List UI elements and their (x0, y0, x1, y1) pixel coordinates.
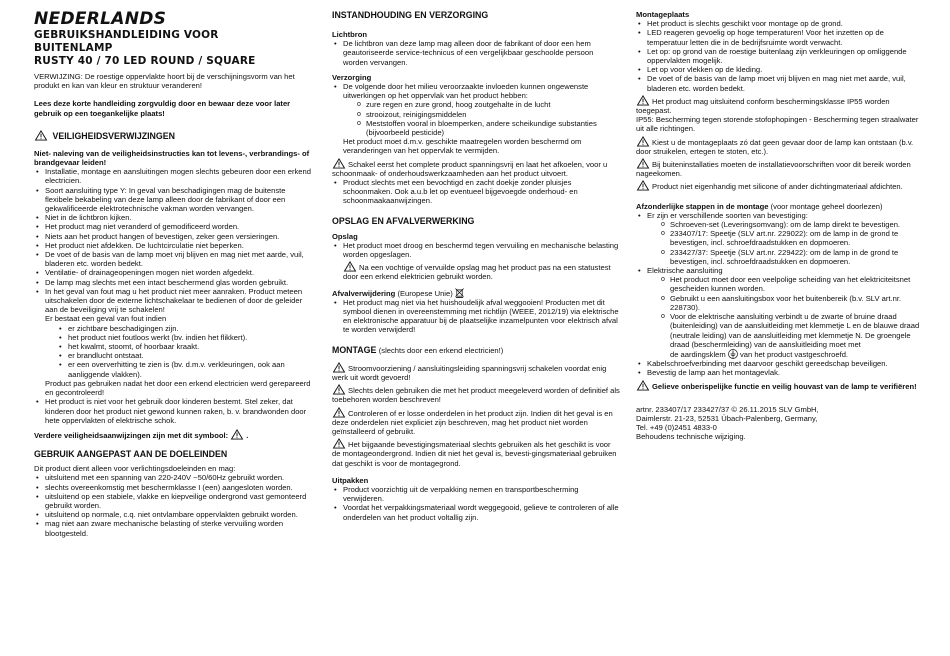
place-warning-text: Kiest u de montageplaats zó dat geen gevaar door de lamp kan ontstaan (b.v. door struikelen, ertegen te stoten, etc.). (636, 137, 914, 156)
steps-list (636, 211, 926, 378)
list-item: o 233407/17: Speetje (SLV art.nr. 229022): om de lamp in de grond te bevestigen, incl. schroefdraadstukken en dopmoeren. (659, 229, 926, 247)
lightsource-list (332, 39, 620, 67)
column-left (34, 10, 314, 538)
use-lead: Dit product dient alleen voor verlichtingsdoeleinden en mag: (34, 464, 236, 474)
list-item: • Het product is slechts geschikt voor montage op de grond. (636, 19, 926, 28)
steps-subheading (636, 202, 926, 211)
use-list (34, 473, 314, 537)
montage-warning-text: Controleren of er losse onderdelen in het product zijn. Indien dit het geval is en deze onderdelen niet expliciet zijn beschreven, mag het product niet worden geïnstalleerd of gebruikt. (332, 408, 613, 436)
list-item: • Let op voor vlekken op de kleding. (636, 65, 926, 74)
list-item: • het product niet foutloos werkt (bv. indien het flikkert). (57, 333, 314, 342)
lightsource-subheading: Lichtbron (332, 30, 368, 39)
clean-list (332, 178, 620, 206)
list-item: • Installatie, montage en aansluitingen mogen slechts gebeuren door een erkend electricien. (34, 167, 314, 185)
steps-note: (voor montage geheel doorlezen) (770, 201, 883, 211)
safety-lead: Niet- naleving van de veiligheidsinstructies kan tot levens-, verbrandings- of brandgevaar leiden! (34, 148, 310, 168)
list-item: • Het product mag niet veranderd of gemodificeerd worden. (34, 222, 314, 231)
further-safety-text: Verdere veiligheidsaanwijzingen zijn met dit symbool: (34, 430, 229, 440)
warning-triangle-icon (332, 384, 346, 395)
montage-warning (332, 438, 620, 468)
list-item: o zure regen en zure grond, hoog zoutgehalte in de lucht (355, 100, 620, 109)
montage-warning (332, 384, 620, 404)
list-item (636, 211, 926, 266)
intro-note: VERWIJZING: De roestige oppervlakte hoort bij de verschijningsvorm van het produkt en kan van kleur en struktuur veranderen! (34, 72, 295, 91)
list-item: • uitsluitend op normale, c.q. niet ontvlambare oppervlakten gebruikt worden. (34, 510, 314, 519)
list-item: • LED reageren gevoelig op hoge temperaturen! Voor het inzetten op de temperatuur letten die in de bedrijfsruimte wordt verwacht. (636, 28, 926, 46)
list-item: o Het product moet door een veelpolige scheiding van het elektriciteitsnet gescheiden kunnen worden. (659, 275, 926, 293)
crossed-bin-icon (455, 288, 464, 298)
list-item: • er brandlucht ontstaat. (57, 351, 314, 360)
steps-heading-text: Afzonderlijke stappen in de montage (636, 201, 769, 211)
elec-sublist (647, 275, 926, 359)
place-warning (636, 136, 926, 156)
list-item: • Niets aan het product hangen of bevestigen, zeker geen versieringen. (34, 232, 314, 241)
list-item (636, 266, 926, 359)
storage-subheading: Opslag (332, 231, 358, 241)
list-item: • Product voorzichtig uit de verpakking nemen en transportbescherming verwijderen. (332, 485, 620, 503)
storage-warning (332, 261, 620, 281)
list-item: • Product slechts met een bevochtigd en zacht doekje zonder pluisjes schoonmaken. Ook a.u.b let op eventueel bijgevoegde onderhoud- en schoonmaakaanwijzingen. (332, 178, 620, 206)
list-item: • Het product is niet voor het gebruik door kinderen bestemt. Stel zeker, dat kinderen door het product niet gewond kunnen raken, b. v. brandwonden door hete oppervlakten of elektrische schok. (34, 397, 314, 425)
list-item: • uitsluitend op een stabiele, vlakke en kiepveilige ondergrond vast gemonteerd gebruikt worden. (34, 492, 314, 510)
place-subheading: Montageplaats (636, 10, 690, 19)
fix-sublist (647, 220, 926, 266)
final-warning (636, 380, 926, 391)
care-warning-text: Schakel eerst het complete product spanningsvrij en laat het afkoelen, voor u schoonmaak- of onderhoudswerkzaamheden aan het product uitvoert. (332, 159, 608, 178)
list-item (659, 312, 926, 359)
storage-warning-text: Na een vochtige of vervuilde opslag mag het product pas na een statustest door een erkend elektricien gebruikt worden. (343, 263, 611, 282)
list-item: • Bevestig de lamp aan het montagevlak. (636, 368, 926, 377)
list-item: • Let op: op grond van de roestige buitenlaag zijn verkleuringen op omliggende oppervlakten mogelijk. (636, 47, 926, 65)
warning-triangle-icon (230, 429, 244, 440)
footer-line: Behoudens technische wijziging. (636, 432, 746, 442)
warning-triangle-icon (34, 130, 48, 141)
list-item: • De lichtbron van deze lamp mag alleen door de fabrikant of door een hem geautoriseerde service-technicus of een vergelijkbaar geschoolde persoon worden vervangen. (332, 39, 620, 67)
warning-triangle-icon (332, 407, 346, 418)
list-item: • De voet of de basis van de lamp moet vrij blijven en mag niet met aarde, vuil, bladeren etc. worden bedekt. (636, 74, 926, 92)
list-item: • er een oververhitting te zien is (bv. d.m.v. verkleuringen, ook aan aanliggende vlakken). (57, 360, 314, 378)
list-item: o Meststoffen vooral in bloemperken, andere scheikundige substanties (bijvoorbeeld pesticide) (355, 119, 620, 137)
list-item: • slechts overeenkomstig met beschermklasse I (een) aangesloten worden. (34, 483, 314, 492)
place-warning (636, 180, 926, 191)
further-safety-note: Verdere veiligheidsaanwijzingen zijn met dit symbool: . (34, 430, 249, 440)
place-list (636, 19, 926, 93)
montage-heading-text: MONTAGE (332, 344, 377, 355)
list-item: • De voet of de basis van de lamp moet vrij blijven en mag niet met aarde, vuil, bladeren etc. worden bedekt. (34, 250, 314, 268)
footer-line: artnr. 233407/17 233427/37 © 26.11.2015 SLV GmbH, (636, 404, 819, 414)
ip-note: IP55: Bescherming tegen storende stofophopingen - Bescherming tegen straalwater uit alle richtingen. (636, 115, 919, 134)
montage-warning-text: Slechts delen gebruiken die met het product meegeleverd worden of definitief als toebehoren worden beschreven! (332, 386, 620, 405)
safety-heading (34, 130, 314, 142)
safety-heading-text: VEILIGHEIDSVERWIJZINGEN (52, 130, 175, 141)
care-sublist (343, 100, 620, 137)
list-item: • De lamp mag slechts met een intact beschermend glas worden gebruikt. (34, 278, 314, 287)
wiring-text: Voor de elektrische aansluiting verbindt u de zwarte of bruine draad (buitenleiding) van de aansluitleiding met klemmetje L en de blauwe draad (neutrale leiding) van de aansluitleiding met klemmetje N. De groengele draad (beschermleiding) van de aansluitleiding moet met (670, 312, 920, 349)
disposal-list (332, 298, 620, 335)
footer-line: Daimlerstr. 21-23, 52531 Übach-Palenberg, Germany, (636, 413, 818, 423)
montage-warning-text: Het bijgaande bevestigingsmateriaal slechts gebruiken als het geschikt is voor de montageondergrond. Indien dit niet het geval is, bevesti-gingsmateriaal gebruiken dat geschikt is voor de montagegrond. (332, 440, 617, 468)
list-item (332, 82, 620, 156)
unpack-list (332, 485, 620, 522)
disposal-note: (Europese Unie) (397, 288, 453, 298)
montage-heading (332, 345, 620, 356)
warning-triangle-icon (636, 180, 650, 191)
warning-triangle-icon (332, 362, 346, 373)
warning-triangle-icon (636, 95, 650, 106)
care-after: Het product moet d.m.v. geschikte maatregelen worden beschermd om veranderingen van het oppervlak te vermijden. (343, 137, 582, 156)
list-item: o 233427/37: Speetje (SLV art.nr. 229422): om de lamp in de grond te bevestigen, incl. schroefdraadstukken en dopmoeren. (659, 248, 926, 266)
list-item: • Het product mag niet via het huishoudelijk afval weggooien! Producten met dit symbool dienen in overeenstemming met richtlijn (WEEE, 2012/19) via elektrische en elektronische apparatuur bij de plaatselijke inzamelpunten voor elektrisch afval te worden verwijderd! (332, 298, 620, 335)
fix-text: Er zijn er verschillende soorten van bevestiging: (647, 210, 808, 220)
list-item: • het kwalmt, stoomt, of hoorbaar kraakt. (57, 342, 314, 351)
column-right (636, 10, 926, 442)
place-warning-text: Bij buiteninstallaties moeten de installatievoorschriften voor dit bereik worden nageekomen. (636, 160, 911, 179)
fault-sublist (45, 324, 314, 379)
doc-title-line-1: GEBRUIKSHANDLEIDING VOOR (34, 29, 219, 41)
warning-triangle-icon (343, 261, 357, 272)
use-heading: GEBRUIK AANGEPAST AAN DE DOELEINDEN (34, 449, 228, 460)
column-middle (332, 10, 620, 522)
warning-triangle-icon (332, 158, 346, 169)
list-item: • Soort aansluiting type Y: In geval van beschadigingen mag de buitenste flexibele bekabeling van deze lamp alleen door de fabrikant of door een gekwalificeerde elektrotechnische vakman worden vervangen. (34, 186, 314, 214)
warning-triangle-icon (636, 380, 650, 391)
list-item: • Het product niet afdekken. De luchtcirculatie niet beperken. (34, 241, 314, 250)
unpack-subheading: Uitpakken (332, 475, 369, 485)
safety-list (34, 167, 314, 425)
list-item: • Kabelschroefverbinding met daarvoor geschikt gereedschap beveiligen. (636, 359, 926, 368)
language-heading: NEDERLANDS (34, 9, 167, 29)
list-item: • Niet in de lichtbron kijken. (34, 213, 314, 222)
elec-text: Elektrische aansluiting (647, 266, 723, 276)
fault-end: Product pas gebruiken nadat het door een erkend electricien werd gerepareerd en gecontroleerd! (45, 378, 311, 398)
list-item: • Het product moet droog en beschermd tegen vervuiling en mechanische belasting worden opgeslagen. (332, 241, 620, 259)
care-warning (332, 158, 620, 178)
final-warning-text: Gelieve onberispelijke functie en veilig houvast van de lamp te verifiëren! (652, 381, 917, 391)
montage-warning-text: Stroomvoorziening / aansluitingsleiding spanningsvrij schakelen voordat enig werk uit wordt gevoerd! (332, 363, 607, 382)
care-subheading: Verzorging (332, 72, 372, 82)
list-item: • mag niet aan zware mechanische belasting of sterke vervuiling worden blootgesteld. (34, 519, 314, 537)
montage-warning (332, 362, 620, 382)
doc-title-line-2: BUITENLAMP (34, 42, 113, 54)
warning-triangle-icon (636, 158, 650, 169)
list-item: • uitsluitend met een spanning van 220-240V ~50/60Hz gebruikt worden. (34, 473, 314, 482)
care-text: De volgende door het milieu veroorzaakte invloeden kunnen ongewenste uitwerkingen op het oppervlak van het product hebben: (343, 82, 589, 101)
earth-text-before: de aardingsklem (670, 349, 726, 359)
list-item: • er zichtbare beschadigingen zijn. (57, 324, 314, 333)
fault-followup: Er bestaat een geval van fout indien (45, 314, 167, 324)
place-warning (636, 158, 926, 178)
storage-list (332, 241, 620, 259)
list-item: o Schroeven-set (Leveringsomvang): om de lamp direkt te bevestigen. (659, 220, 926, 229)
doc-title-line-3: RUSTY 40 / 70 LED ROUND / SQUARE (34, 55, 256, 67)
disposal-subheading-text: Afvalverwijdering (332, 288, 396, 298)
montage-warning (332, 407, 620, 437)
warning-triangle-icon (636, 136, 650, 147)
place-warning-text: Product niet eigenhandig met silicone of ander dichtingmateriaal afdichten. (652, 182, 903, 192)
list-item: • Voordat het verpakkingsmateriaal wordt weggegooid, gelieve te controleren of alle onderdelen van het product voltallig zijn. (332, 503, 620, 521)
list-item: • Ventilatie- of drainageopeningen mogen niet worden afgedekt. (34, 268, 314, 277)
earth-ground-icon (728, 349, 738, 359)
storage-heading: OPSLAG EN AFVALVERWERKING (332, 215, 475, 226)
maintenance-heading: INSTANDHOUDING EN VERZORGING (332, 10, 489, 20)
list-item: o Gebruikt u een aansluitingsbox voor het buitenbereik (b.v. SLV art.nr. 228730). (659, 294, 926, 312)
montage-note: (slechts door een erkend electricien!) (378, 345, 504, 355)
list-item: o strooizout, reinigingsmiddelen (355, 110, 620, 119)
warning-triangle-icon (332, 438, 346, 449)
footer-address (636, 405, 926, 442)
care-list (332, 82, 620, 156)
place-warning-text: Het product mag uitsluitend conform beschermingsklasse IP55 worden toegepast. (636, 96, 890, 116)
intro-keep-manual: Lees deze korte handleiding zorgvuldig door en bewaar deze voor later gebruik op een toegankelijke plaats! (34, 99, 291, 118)
list-item (34, 287, 314, 397)
place-warning (636, 95, 926, 115)
earth-text-after: van het product vastgeschroefd. (739, 349, 849, 359)
footer-line: Tel. +49 (0)2451 4833-0 (636, 423, 717, 433)
disposal-subheading (332, 288, 620, 298)
fault-text: In het geval van fout mag u het product niet meer aanraken. Product meteen uitschakelen door de externe lichtschakelaar te bedienen of door de geleider aan de beveiliging vrij te schakelen! (45, 286, 303, 315)
